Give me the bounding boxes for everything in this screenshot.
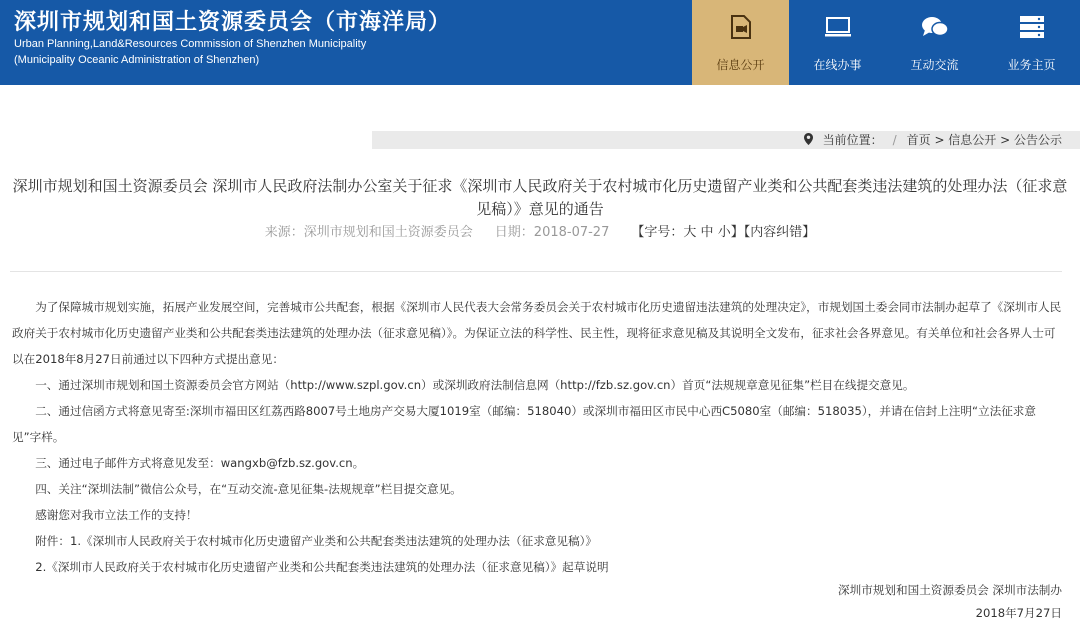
article-meta [0,221,1080,240]
content-error-link[interactable]: 【内容纠错】 [743,225,816,240]
article-source: 深圳市规划和国土资源委员会 [303,225,473,240]
article-paragraph: 一、通过深圳市规划和国土资源委员会官方网站（http://www.szpl.gov.cn）或深圳政府法制信息网（http://fzb.sz.gov.cn）首页“法规规章意见征集”栏目在线提交意见。 [35,378,915,392]
breadcrumb [372,131,1080,149]
main-nav [692,0,1080,85]
nav-online-service[interactable] [789,0,886,85]
font-size-small[interactable]: 小 [717,225,731,240]
signature: 深圳市规划和国土资源委员会 深圳市法制办 [838,583,1062,597]
font-size-large[interactable]: 大 [683,225,697,240]
article-title: 深圳市规划和国土资源委员会 深圳市人民政府法制办公室关于征求《深圳市人民政府关于农村城市化历史遗留产业类和公共配套类违法建筑的处理办法（征求意见稿）》意见的通告 [12,177,1068,218]
monitor-icon [824,14,852,40]
site-subtitle-en: Urban Planning,Land&Resources Commission of Shenzhen Municipality [14,38,367,50]
font-size-medium[interactable]: 中 [700,225,714,240]
site-subtitle-en-2: (Municipality Oceanic Administration of Shenzhen) [14,54,260,66]
video-icon [730,14,752,40]
location-pin-icon [804,131,813,149]
attachment-1[interactable]: 附件：1.《深圳市人民政府关于农村城市化历史遗留产业类和公共配套类违法建筑的处理办法（征求意见稿）》 [35,534,597,548]
signature-block [838,579,1062,625]
breadcrumb-path[interactable]: 首页 > 信息公开 > 公告公示 [906,133,1062,147]
nav-label: 互动交流 [910,58,959,72]
nav-info-disclosure[interactable] [692,0,789,85]
date-label: 日期： [494,225,534,240]
article-date: 2018-07-27 [533,225,610,240]
site-header [0,0,1080,85]
article-paragraph: 感谢您对我市立法工作的支持！ [35,508,198,522]
article-paragraph: 二、通过信函方式将意见寄至:深圳市福田区红荔西路8007号土地房产交易大厦1019室（邮编：518040）或深圳市福田区市民中心西C5080室（邮编：518035），并请在信封上注明“立法征求意见”字样。 [12,404,1036,444]
site-title: 深圳市规划和国土资源委员会（市海洋局） [14,9,452,35]
server-icon [1019,14,1045,40]
font-size-end: 】 [730,225,744,240]
chat-icon [921,14,949,40]
attachment-2[interactable]: 2.《深圳市人民政府关于农村城市化历史遗留产业类和公共配套类违法建筑的处理办法（征求意见稿）》起草说明 [35,560,609,574]
nav-business-home[interactable] [983,0,1080,85]
source-label: 来源： [264,225,304,240]
breadcrumb-prefix: 当前位置： [822,133,883,147]
article-paragraph: 三、通过电子邮件方式将意见发至：wangxb@fzb.sz.gov.cn。 [35,456,365,470]
sign-date: 2018年7月27日 [975,606,1062,620]
breadcrumb-separator: / [892,133,897,147]
font-size-label: 【字号： [631,225,684,240]
divider [10,271,1062,272]
article-paragraph: 为了保障城市规划实施，拓展产业发展空间，完善城市公共配套，根据《深圳市人民代表大会常务委员会关于农村城市化历史遗留违法建筑的处理决定》，市规划国土委会同市法制办起草了《深圳市人民政府关于农村城市化历史遗留产业类和公共配套类违法建筑的处理办法（征求意见稿）》。为保证立法的科学性、民主性，现将征求意见稿及其说明全文发布，征求社会各界意见。有关单位和社会各界人士可以在2018年8月27日前通过以下四种方式提出意见： [12,300,1062,366]
site-brand[interactable] [14,8,451,68]
nav-label: 在线办事 [813,58,862,72]
nav-interaction[interactable] [886,0,983,85]
article-paragraph: 四、关注“深圳法制”微信公众号，在“互动交流-意见征集-法规规章”栏目提交意见。 [35,482,462,496]
article-body [12,294,1062,580]
nav-label: 业务主页 [1007,58,1056,72]
nav-label: 信息公开 [716,58,765,72]
